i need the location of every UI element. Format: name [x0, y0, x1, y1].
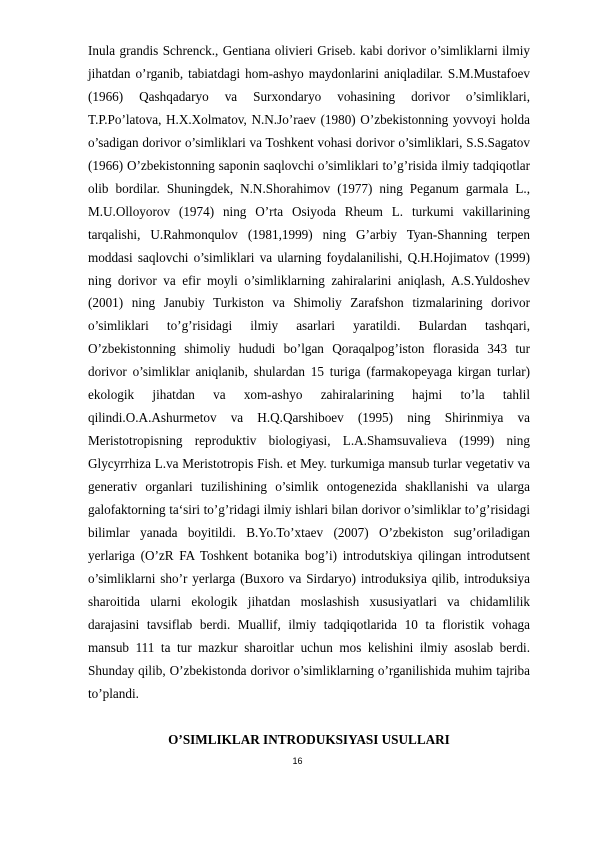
section-heading: O’SIMLIKLAR INTRODUKSIYASI USULLARI — [168, 732, 450, 747]
page-number: 16 — [292, 756, 303, 766]
body-paragraph: Inula grandis Schrenck., Gentiana olivieri Griseb. kabi dorivor o’simliklarni ilmiy jihatdan o’rganib, tabiatdagi hom-ashyo maydonlarini aniqladilar. S.M.Mustafoev (1966) Qashqadaryo va Surxondaryo vohasining dorivor o’simliklari, T.P.Po’latova, H.X.Xolmatov, N.N.Jo’raev (1980) O’zbekistonning yovvoyi holda o’sadigan dorivor o’simliklari va Toshkent vohasi dorivor o’simliklari, S.S.Sagatov (1966) O’zbekistonning saponin saqlovchi o’simliklari to’g’risida ilmiy tadqiqotlar olib bordilar. Shuningdek, N.N.Shorahimov (1977) ning Peganum garmala L., M.U.Olloyorov (1974) ning O’rta Osiyoda Rheum L. turkumi vakillarining tarqalishi, U.Rahmonqulov (1981,1999) ning G’arbiy Tyan-Shanning terpen moddasi saqlovchi o’simliklari va ularning foydalanilishi, Q.H.Hojimatov (1999) ning dorivor va efir moyli o’simliklarning zahiralarini aniqlash, A.S.Yuldoshev (2001) ning Janubiy Turkiston va Shimoliy Zarafshon tizmalarining dorivor o’simliklari to’g’risidagi ilmiy asarlari yaratildi. Bulardan tashqari, O’zbekistonning shimoliy hududi bo’lgan Qoraqalpog’iston florasida 343 tur dorivor o’simliklar aniqlanib, shulardan 15 turiga (farmakopeyaga kirgan turlar) ekologik jihatdan va xom-ashyo zahiralarining hajmi to’la tahlil qilindi.O.A.Ashurmetov va H.Q.Qarshiboev (1995) ning Shirinmiya va Meristotropisning reproduktiv biologiyasi, L.A.Shamsuvalieva (1999) ning Glycyrrhiza L.va Meristotropis Fish. et Mey. turkumiga mansub turlar vegetativ va generativ organlari tuzilishining o’simlik ontogenezida shakllanishi va ularga galofaktorning ta‘siri to’g’ridagi ilmiy ishlari bilan dorivor o’simliklar to’g’risidagi bilimlar yanada boyitildi. B.Yo.To’xtaev (2007) O’zbekiston sug’oriladigan yerlariga (O’zR FA Toshkent botanika bog’i) introdutskiya qilingan introdutsent o’simliklarni sho’r yerlarga (Buxoro va Sirdaryo) introduksiya qilib, introduksiya sharoitida ularni ekologik jihatdan moslashish xususiyatlari va chidamlilik darajasini tavsiflab berdi. Muallif, ilmiy tadqiqotlarida 10 ta floristik vohaga mansub 111 ta tur mazkur sharoitlar uchun mos kelishini ilmiy asoslab berdi. Shunday qilib, O’zbekistonda dorivor o’simliklarning o’rganilishida muhim tajriba to’plandi. — [88, 43, 530, 701]
